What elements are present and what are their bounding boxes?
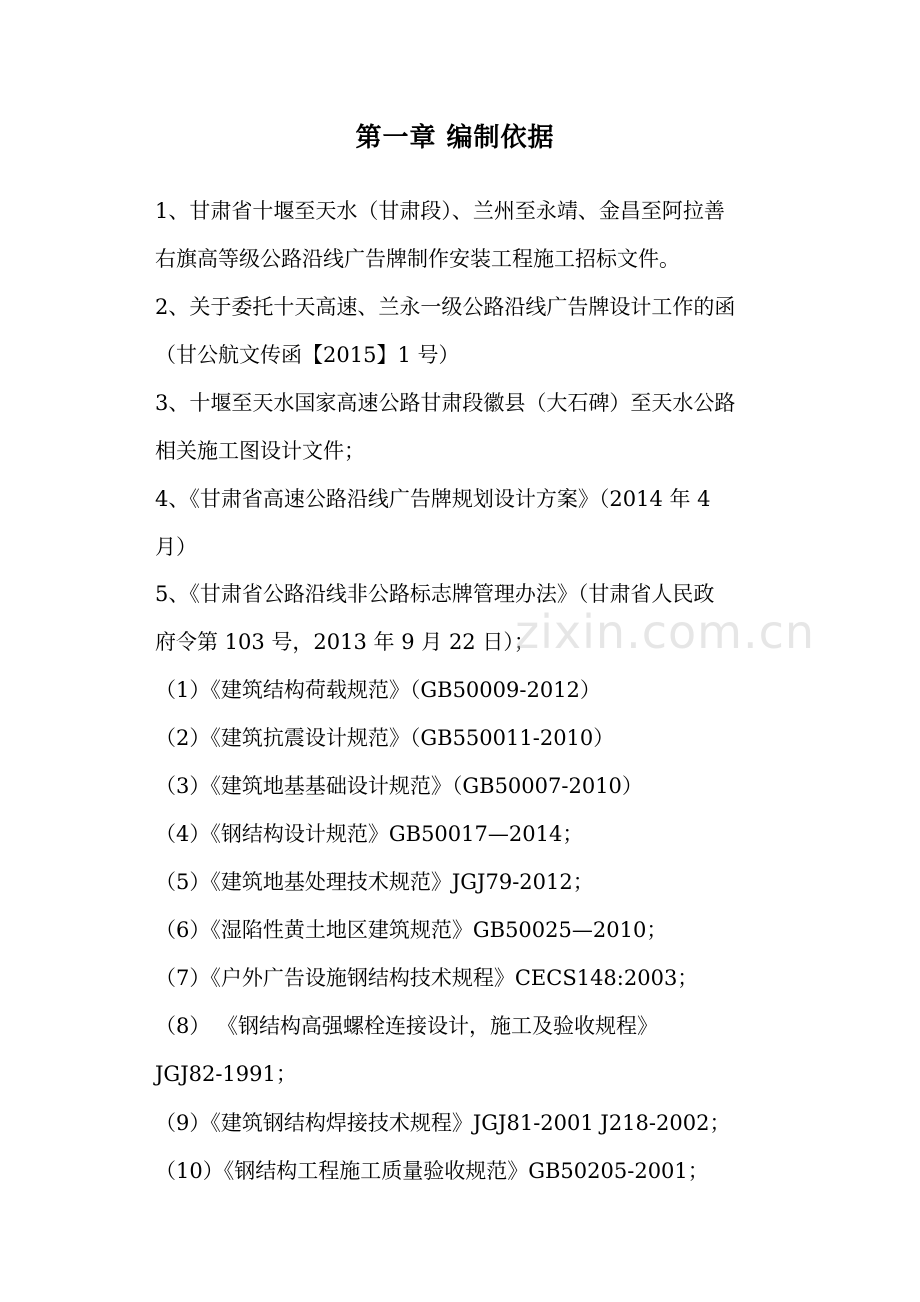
text-line: 月） bbox=[155, 535, 197, 559]
text-line: JGJ82-1991； bbox=[155, 1062, 297, 1086]
text-line: 2、关于委托十天高速、兰永一级公路沿线广告牌设计工作的函 bbox=[155, 295, 736, 319]
text-line: （6）《湿陷性黄土地区建筑规范》GB50025—2010； bbox=[155, 918, 668, 942]
text-line: 5、《甘肃省公路沿线非公路标志牌管理办法》（甘肃省人民政 bbox=[155, 582, 715, 606]
text-line: （7）《户外广告设施钢结构技术规程》CECS148:2003； bbox=[155, 966, 699, 990]
text-line: （9）《建筑钢结构焊接技术规程》JGJ81-2001 J218-2002； bbox=[155, 1111, 731, 1135]
text-line: 1、甘肃省十堰至天水（甘肃段）、兰州至永靖、金昌至阿拉善 bbox=[155, 199, 725, 223]
text-line: （3）《建筑地基基础设计规范》（GB50007-2010） bbox=[155, 774, 643, 798]
text-line: （1）《建筑结构荷载规范》（GB50009-2012） bbox=[155, 678, 601, 702]
text-line: （5）《建筑地基处理技术规范》JGJ79-2012； bbox=[155, 870, 594, 894]
text-line: 4、《甘肃省高速公路沿线广告牌规划设计方案》（2014 年 4 bbox=[155, 487, 711, 511]
text-line: 府令第 103 号，2013 年 9 月 22 日）； bbox=[155, 630, 535, 654]
text-line: （4）《钢结构设计规范》GB50017—2014； bbox=[155, 822, 584, 846]
text-line: 3、十堰至天水国家高速公路甘肃段徽县（大石碑）至天水公路 bbox=[155, 391, 736, 415]
text-line: （8） 《钢结构高强螺栓连接设计，施工及验收规程》 bbox=[155, 1014, 659, 1038]
chapter-title: 第一章 编制依据 bbox=[355, 123, 555, 153]
text-line: 相关施工图设计文件； bbox=[155, 439, 365, 463]
text-line: （甘公航文传函【2015】1 号） bbox=[155, 343, 460, 367]
watermark: zixin.com.cn bbox=[515, 605, 816, 659]
text-line: （2）《建筑抗震设计规范》（GB550011-2010） bbox=[155, 726, 615, 750]
text-line: （10）《钢结构工程施工质量验收规范》GB50205-2001； bbox=[155, 1159, 709, 1183]
text-line: 右旗高等级公路沿线广告牌制作安装工程施工招标文件。 bbox=[155, 247, 680, 271]
